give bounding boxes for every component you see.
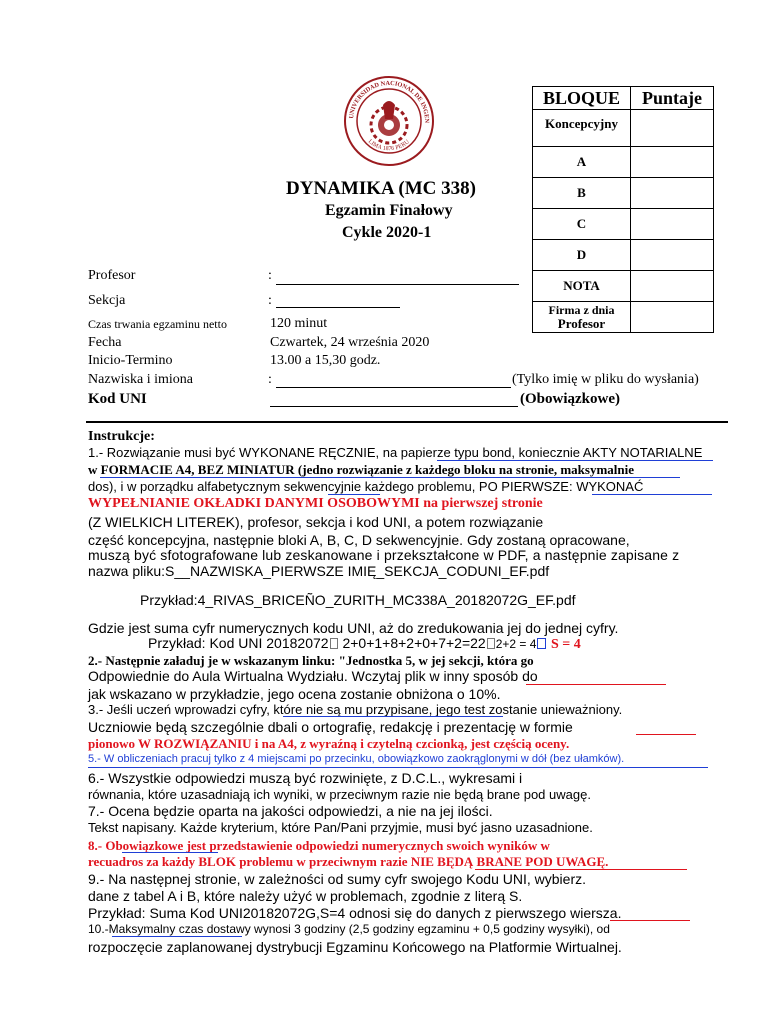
seal-year-text: LIMA 1876 PERU xyxy=(366,138,411,153)
score-row-label: C xyxy=(533,209,631,240)
red-underline xyxy=(526,684,666,685)
sum-example-reduce: 2+2 = 4 xyxy=(495,637,537,651)
instruction-2-line-b: Odpowiednie do Aula Wirtualna Wydziału. Wczytaj plik w inny sposób do xyxy=(88,668,538,684)
signature-label xyxy=(533,302,631,333)
score-row-label: A xyxy=(533,147,631,178)
exam-title: DYNAMIKA (MC 338) xyxy=(286,178,476,199)
instruction-2-line-a: 2.- Następnie załaduj je w wskazanym linku: "Jednostka 5, w jej sekcji, która go xyxy=(88,653,534,668)
instruction-1-line-h: nazwa pliku:S__NAZWISKA_PIERWSZE IMIĘ_SEKCJA_CODUNI_EF.pdf xyxy=(88,563,550,579)
sekcja-field[interactable] xyxy=(276,307,400,308)
instruction-3: 3.- Jeśli uczeń wprowadzi cyfry, które nie są mu przypisane, jego test zostanie unieważniony. xyxy=(88,702,623,717)
sekcja-colon: : xyxy=(268,293,272,308)
kod-field[interactable] xyxy=(270,406,518,407)
score-row-label: Koncepcyjny xyxy=(533,110,631,147)
sekcja-label: Sekcja xyxy=(88,293,126,308)
blue-underline xyxy=(283,716,503,717)
kod-label: Kod UNI xyxy=(88,391,147,407)
red-underline xyxy=(475,869,687,870)
sum-example xyxy=(148,635,581,653)
profesor-colon: : xyxy=(268,268,272,283)
instruction-1-line-g: muszą być sfotografowane lub zeskanowane i przekształcone w PDF, a następnie zapisane z xyxy=(88,547,680,563)
score-row-label: NOTA xyxy=(533,271,631,302)
instructions-heading: Instrukcje: xyxy=(88,429,155,444)
fecha-label: Fecha xyxy=(88,335,122,350)
score-row-label: B xyxy=(533,178,631,209)
blue-underline xyxy=(100,477,680,478)
instruction-1-line-c: dos), i w porządku alfabetycznym sekwencyjnie każdego problemu, PO PIERWSZE: WYKONAĆ xyxy=(88,479,644,494)
score-row-label: D xyxy=(533,240,631,271)
instruction-10-line-a: 10.-Maksymalny czas dostawy wynosi 3 godziny (2,5 godziny egzaminu + 0,5 godziny wysyłki), od xyxy=(88,922,610,936)
inicio-value: 13.00 a 15,30 godz. xyxy=(270,353,381,368)
sum-example-digits: 2+0+1+8+2+0+7+2=22 xyxy=(338,635,486,651)
instruction-7-line-a: 7.- Ocena będzie oparta na jakości odpowiedzi, a nie na jej ilości. xyxy=(88,803,493,819)
score-cell xyxy=(631,209,714,240)
blue-underline xyxy=(122,852,218,853)
svg-text:LIMA 1876 PERU xyxy=(367,139,411,153)
arrow-glyph xyxy=(487,638,495,649)
instruction-6-line-b: równania, które uzasadniają ich wyniki, w przeciwnym razie nie będą brane pod uwagę. xyxy=(88,787,591,802)
instruction-1-line-e: (Z WIELKICH LITEREK), profesor, sekcja i kod UNI, a potem rozwiązanie xyxy=(88,514,544,530)
red-underline xyxy=(610,920,690,921)
sum-example-result: S = 4 xyxy=(547,637,581,652)
sum-explanation: Gdzie jest suma cyfr numerycznych kodu UNI, aż do zredukowania jej do jednej cyfry. xyxy=(88,620,619,636)
instruction-1-line-b: w FORMACIE A4, BEZ MINIATUR (jedno rozwiązanie z każdego bloku na stronie, maksymalnie xyxy=(88,462,635,477)
instruction-9-line-c: Przykład: Suma Kod UNI20182072G,S=4 odnosi się do danych z pierwszego wiersza. xyxy=(88,905,622,921)
instruction-1-line-a: 1.- Rozwiązanie musi być WYKONANE RĘCZNIE, na papierze typu bond, koniecznie AKTY NOTARIALNE xyxy=(88,445,703,460)
score-cell xyxy=(631,110,714,147)
instruction-5: 5.- W obliczeniach pracuj tylko z 4 miejscami po przecinku, obowiązkowo zaokrąglonymi w dół (bez ułamków). xyxy=(88,753,625,765)
blue-underline xyxy=(437,460,713,461)
exam-cycle: Cykle 2020-1 xyxy=(342,224,432,241)
blue-underline xyxy=(112,936,242,937)
signature-line1: Firma z dnia xyxy=(548,303,615,317)
exam-subtitle: Egzamin Finałowy xyxy=(325,202,453,219)
university-seal-logo xyxy=(343,75,435,167)
instruction-8-line-b: recuadros za każdy BLOK problemu w przeciwnym razie NIE BĘDĄ BRANE POD UWAGĘ. xyxy=(88,854,609,869)
instruction-2-line-c: jak wskazano w przykładzie, jego ocena zostanie obniżona o 10%. xyxy=(88,686,501,702)
score-cell xyxy=(631,240,714,271)
instruction-8-line-a: 8.- Obowiązkowe jest przedstawienie odpowiedzi numerycznych swoich wyników w xyxy=(88,838,550,853)
filename-example: Przykład:4_RIVAS_BRICEÑO_ZURITH_MC338A_20182072G_EF.pdf xyxy=(140,592,576,608)
instruction-9-line-b: dane z tabel A i B, które należy użyć w problemach, zgodnie z literą S. xyxy=(88,888,523,904)
fecha-value: Czwartek, 24 września 2020 xyxy=(270,335,430,350)
seal-top-text: UNIVERSIDAD NACIONAL DE INGEN xyxy=(348,79,431,124)
sum-example-code: Przykład: Kod UNI 20182072 xyxy=(148,635,329,651)
instruction-1-line-d: WYPEŁNIANIE OKŁADKI DANYMI OSOBOWYMI na pierwszej stronie xyxy=(88,496,543,511)
blue-underline xyxy=(88,767,708,768)
profesor-label: Profesor xyxy=(88,268,136,283)
blue-underline xyxy=(328,494,380,495)
profesor-field[interactable] xyxy=(276,284,519,285)
instruction-4-line-a: Uczniowie będą szczególnie dbali o ortografię, redakcję i prezentację w formie xyxy=(88,719,573,735)
nazwiska-note: (Tylko imię w pliku do wysłania) xyxy=(512,372,699,387)
arrow-glyph xyxy=(537,638,546,649)
instruction-6-line-a: 6.- Wszystkie odpowiedzi muszą być rozwinięte, z D.C.L., wykresami i xyxy=(88,770,523,786)
instruction-4-line-b: pionowo W ROZWIĄZANIU i na A4, z wyraźną i czytelną czcionką, jest częścią oceny. xyxy=(88,736,570,751)
blue-underline xyxy=(592,494,712,495)
score-cell xyxy=(631,271,714,302)
instruction-7-line-b: Tekst napisany. Każde kryterium, które Pan/Pani przyjmie, musi być jasno uzasadnione. xyxy=(88,820,593,835)
czas-value: 120 minut xyxy=(270,316,328,331)
instruction-10-line-b: rozpoczęcie zaplanowanej dystrybucji Egzaminu Końcowego na Platformie Wirtualnej. xyxy=(88,939,622,955)
score-header-points: Puntaje xyxy=(631,87,714,110)
score-table xyxy=(532,86,714,333)
arrow-glyph xyxy=(330,638,338,649)
red-underline xyxy=(636,734,696,735)
instruction-1-line-f: część koncepcyjna, następnie bloki A, B, C, D sekwencyjnie. Gdy zostaną opracowane, xyxy=(88,532,630,548)
score-header-block: BLOQUE xyxy=(533,87,631,110)
signature-cell xyxy=(631,302,714,333)
kod-note: (Obowiązkowe) xyxy=(520,391,620,407)
instruction-9-line-a: 9.- Na następnej stronie, w zależności od sumy cyfr swojego Kodu UNI, wybierz. xyxy=(88,871,586,887)
signature-line2: Profesor xyxy=(557,316,606,331)
divider xyxy=(86,421,728,423)
czas-label: Czas trwania egzaminu netto xyxy=(88,317,227,331)
score-cell xyxy=(631,178,714,209)
nazwiska-colon: : xyxy=(268,372,272,387)
score-cell xyxy=(631,147,714,178)
nazwiska-label: Nazwiska i imiona xyxy=(88,372,193,387)
nazwiska-field[interactable] xyxy=(276,387,511,388)
inicio-label: Inicio-Termino xyxy=(88,353,173,368)
